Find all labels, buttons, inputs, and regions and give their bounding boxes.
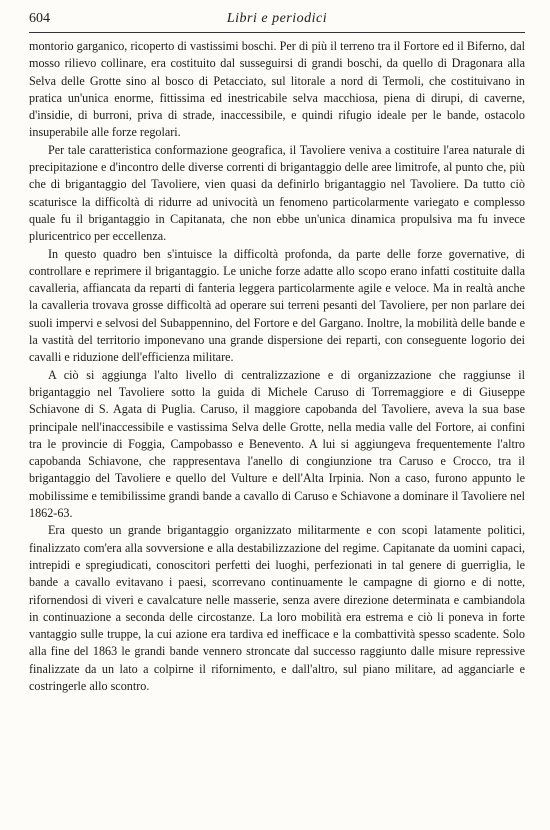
page-number: 604: [29, 11, 50, 26]
paragraph-5: Era questo un grande brigantaggio organizzato militarmente e con scopi latamente politici, finalizzato com'era alla sovversione e alla destabilizzazione del regime. Capitanate da uomini capaci, intrepidi e spregiudicati, conoscitori perfetti dei luoghi, perfezionati in tal genere di guerriglia, le bande a cavallo evitavano i paesi, scorrevano continuamente le campagne di giorno e di notte, rifornendosi di viveri e cavalcature nelle masserie, senza avere direzione determinata e cambiandola in continuazione a seconda delle circostanze. La loro mobilità era estrema e ciò li poneva in forte vantaggio sulle truppe, la cui azione era tardiva ed inefficace e la combattività spesso scadente. Solo alla fine del 1863 le grandi bande vennero stroncate dal successo raggiunto dalle misure repressive finalizzate da un lato a colpirne il rifornimento, e dall'altro, sul piano militare, ad agganciarle e costringerle allo scontro.: [29, 523, 525, 693]
paragraph-3: In questo quadro ben s'intuisce la difficoltà profonda, da parte delle forze governative, di controllare e reprimere il brigantaggio. Le uniche forze adatte allo scopo erano infatti costituite dalla cavalleria, affiancata da reparti di fanteria leggera particolarmente agile e veloce. Ma in realtà anche la cavalleria trovava grosse difficoltà ad operare sui terreni pesanti del Tavoliere, per non parlare dei suoli impervi e selvosi del Subappennino, del Fortore e del Gargano. Inoltre, la mobilità delle bande e la vastità del territorio imponevano una grande dispersione dei reparti, con conseguente logorio dei cavalli e riduzione dell'efficienza militare.: [29, 246, 525, 365]
paragraph-4: A ciò si aggiunga l'alto livello di centralizzazione e di organizzazione che raggiunse il brigantaggio nel Tavoliere sotto la guida di Michele Caruso di Torremaggiore e di Giuseppe Schiavone di S. Agata di Puglia. Caruso, il maggiore capobanda del Tavoliere, aveva la sua base principale nell'inaccessibile e vastissima Selva delle Grotte, nella media valle del Fortore, ai confini tra le provincie di Foggia, Campobasso e Benevento. A lui si aggiungeva frequentemente l'altro capobanda Schiavone, che rappresentava l'anello di congiunzione tra Caruso e Crocco, tra il brigantaggio del Tavoliere e quello del Vulture e dell'Alta Irpinia. Non a caso, furono appunto le mobilissime e temibilissime grandi bande a cavallo di Caruso e Schiavone a dominare il Tavoliere nel 1862-63.: [29, 367, 525, 521]
paragraph-1: montorio garganico, ricoperto di vastissimi boschi. Per di più il terreno tra il Fortore ed il Biferno, dal mosso rilievo collinare, era costituito dal susseguirsi di grandi boschi, da quello di Dragonara alla Selva delle Grotte sino al bosco di Petacciato, sul litorale a nord di Termoli, che costituivano in pratica un'unica enorme, fittissima ed inestricabile selva macchiosa, piena di dirupi, di caverne, d'insidie, di burroni, priva di strade, inaccessibile, e quindi rifugio ideale per le bande, ostacolo insuperabile alle forze regolari.: [29, 39, 525, 140]
page-header: [29, 10, 525, 33]
running-title: Libri e periodici: [226, 11, 328, 26]
body-text: [29, 38, 525, 695]
paragraph-2: Per tale caratteristica conformazione geografica, il Tavoliere veniva a costituire l'area naturale di precipitazione e d'incontro delle diverse correnti di brigantaggio delle aree limitrofe, al punto che, più che di brigantaggio del Tavoliere, vien quasi da definirlo brigantaggio nel Tavoliere. Da tutto ciò scaturisce la difficoltà di ridurre ad univocità un fenomeno particolarmente variegato e complesso quale fu il brigantaggio in Capitanata, che non ebbe un'unica dinamica propulsiva ma fu invece pluricentrico per eccellenza.: [29, 142, 525, 244]
